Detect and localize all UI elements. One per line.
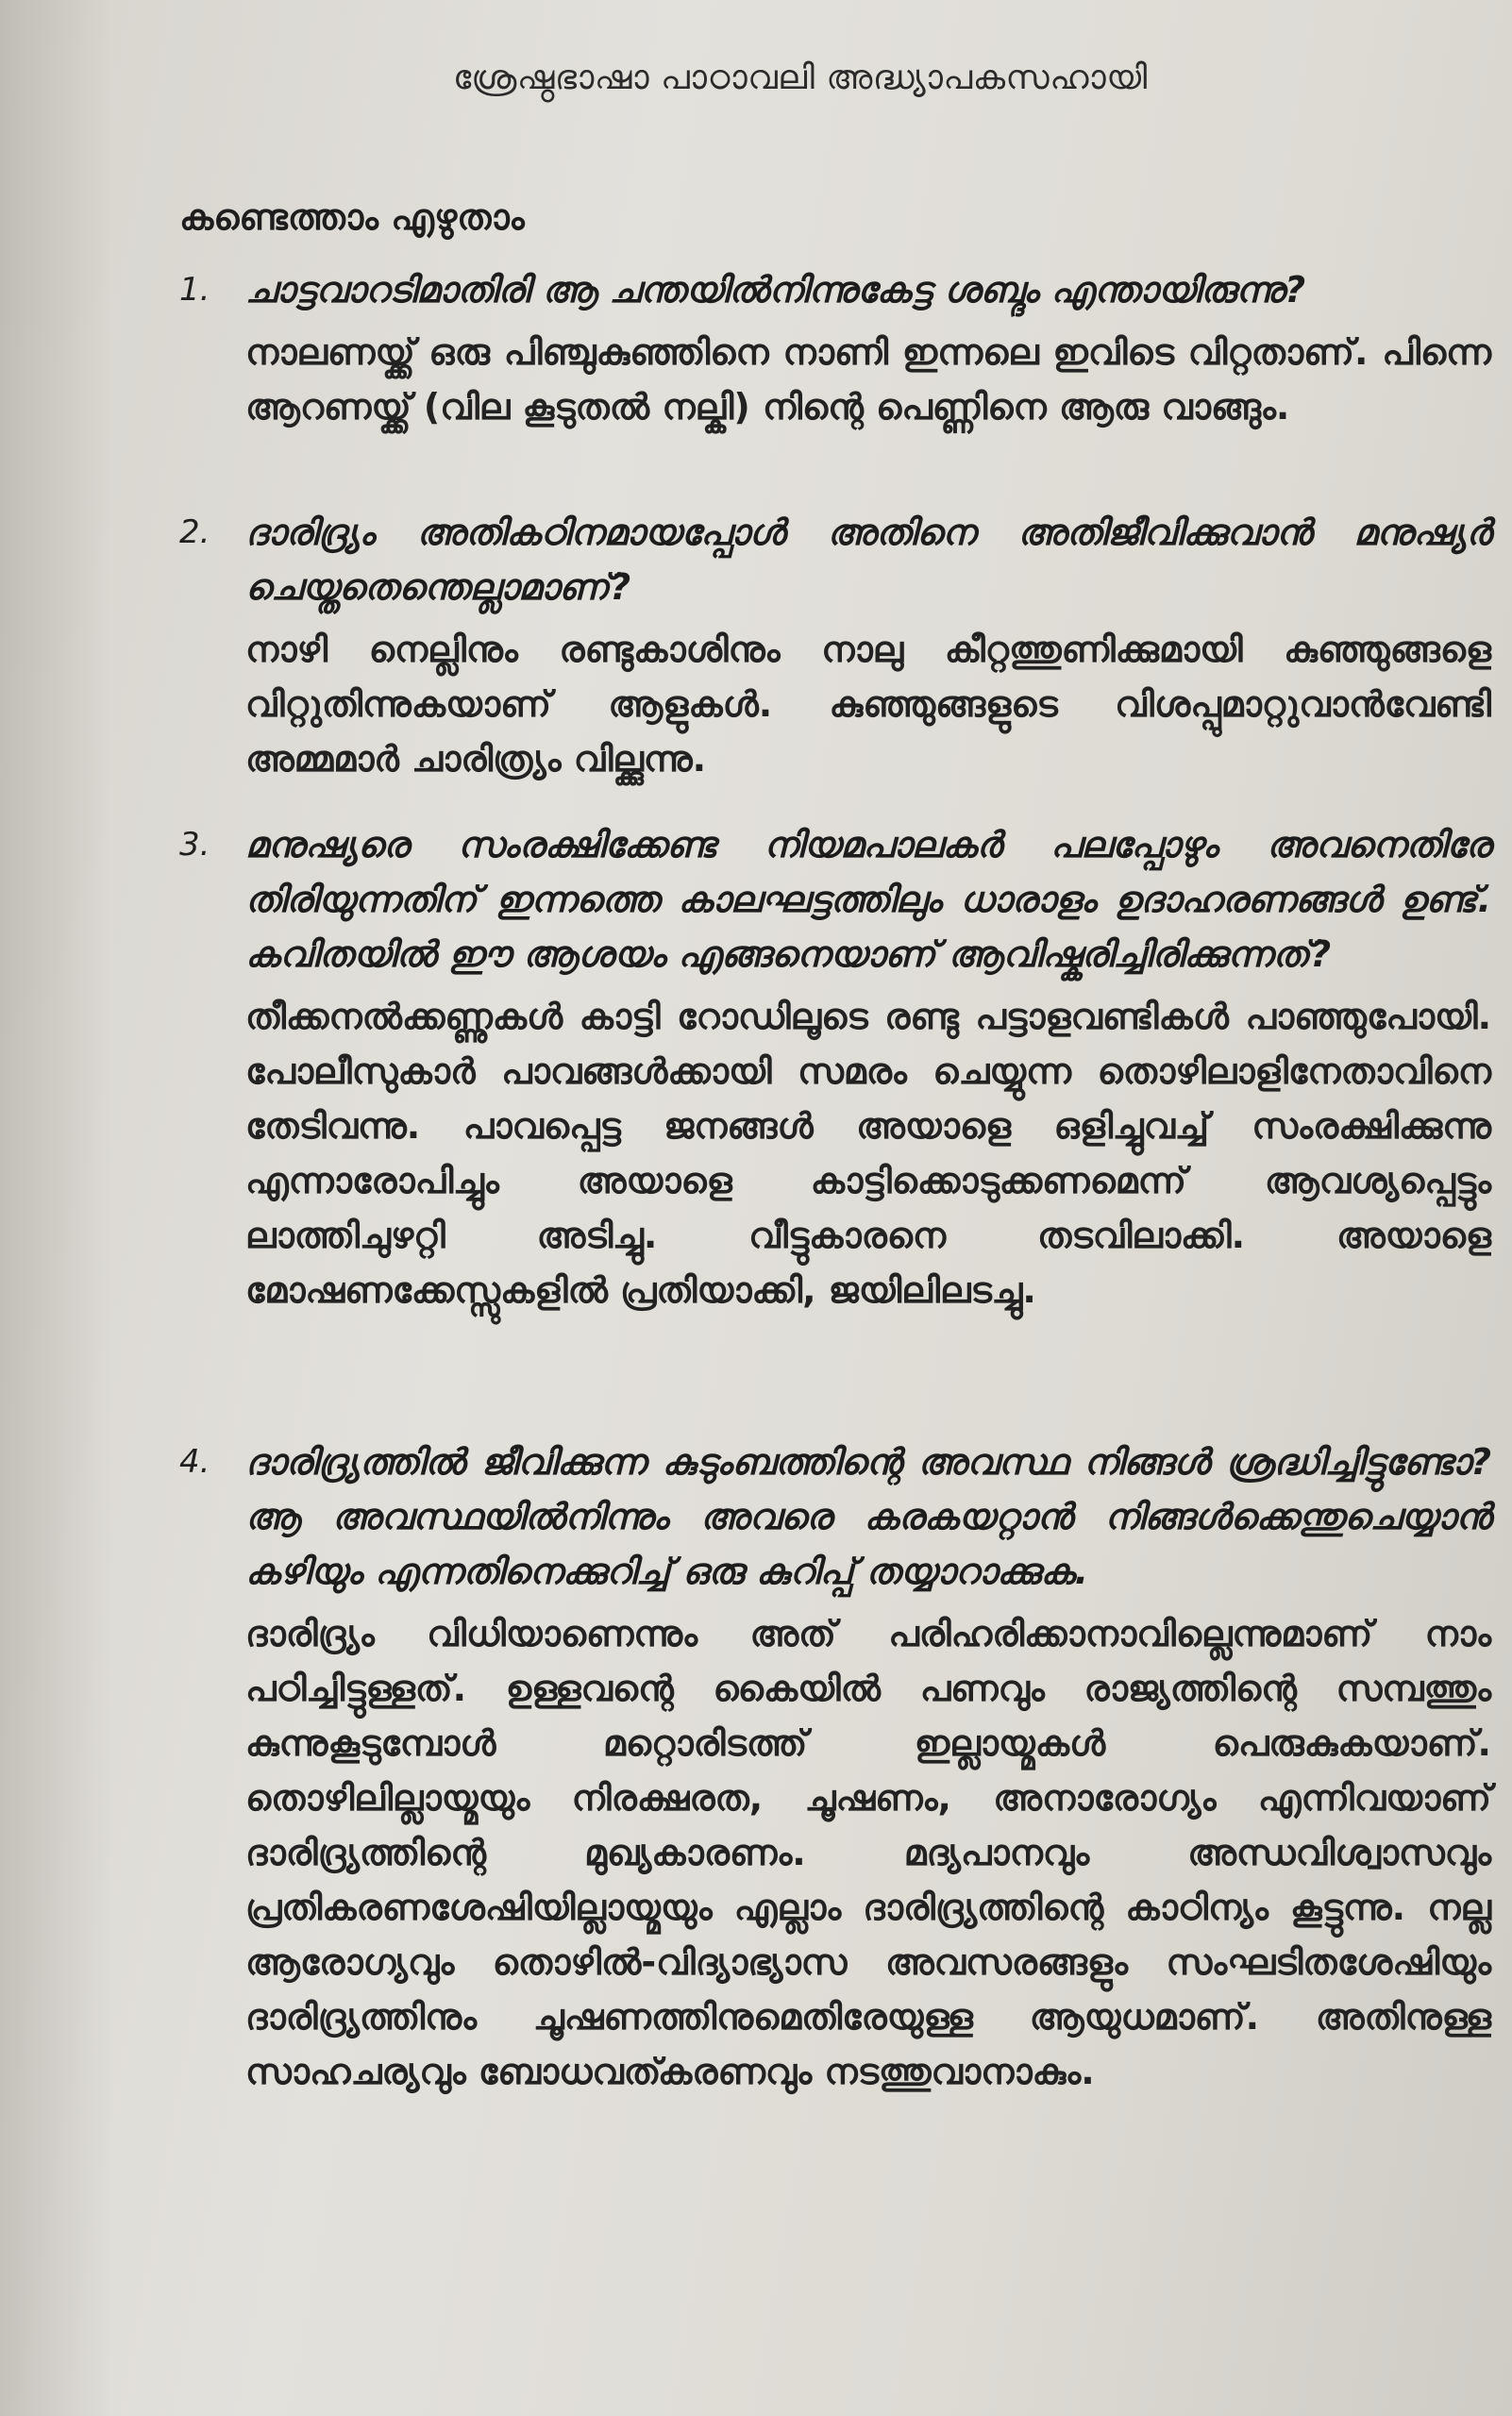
question-row [179, 817, 1491, 982]
question-item-2 [179, 505, 1491, 786]
question-item-3 [179, 817, 1491, 1317]
question-item-1 [179, 262, 1491, 434]
question-text: ദാരിദ്ര്യം അതികഠിനമായപ്പോൾ അതിനെ അതിജീവിക്കുവാൻ മനുഷ്യർ ചെയ്തതെന്തെല്ലാമാണ്? [245, 512, 1491, 608]
question-row [179, 1434, 1491, 1599]
page-gutter-shadow [0, 0, 113, 2416]
question-number: 3. [179, 826, 210, 864]
question-row [179, 505, 1491, 614]
section-heading: കണ്ടെത്താം എഴുതാം [179, 196, 525, 238]
question-number: 2. [179, 513, 210, 551]
question-number: 1. [179, 271, 210, 309]
answer-text: തീക്കനൽക്കണ്ണുകൾ കാട്ടി റോഡിലൂടെ രണ്ടു പട്ടാളവണ്ടികൾ പാഞ്ഞുപോയി. പോലീസുകാർ പാവങ്ങൾക്കായി സമരം ചെയ്യുന്ന തൊഴിലാളിനേതാവിനെ തേടിവന്നു. പാവപ്പെട്ട ജനങ്ങൾ അയാളെ ഒളിച്ചുവച്ച് സംരക്ഷിക്കുന്നു എന്നാരോപിച്ചും അയാളെ കാട്ടിക്കൊടുക്കണമെന്ന് ആവശ്യപ്പെട്ടും ലാത്തിചുഴറ്റി അടിച്ചു. വീട്ടുകാരനെ തടവിലാക്കി. അയാളെ മോഷണക്കേസ്സുകളിൽ പ്രതിയാക്കി, ജയിലിലടച്ചു. [245, 996, 1491, 1311]
question-text: മനുഷ്യരെ സംരക്ഷിക്കേണ്ട നിയമപാലകർ പലപ്പോഴും അവനെതിരേ തിരിയുന്നതിന് ഇന്നത്തെ കാലഘട്ടത്തിലും ധാരാളം ഉദാഹരണങ്ങൾ ഉണ്ട്. കവിതയിൽ ഈ ആശയം എങ്ങനെയാണ് ആവിഷ്കരിച്ചിരിക്കുന്നത്? [245, 824, 1491, 975]
question-number: 4. [179, 1443, 210, 1481]
question-text: ദാരിദ്ര്യത്തിൽ ജീവിക്കുന്ന കുടുംബത്തിന്റെ അവസ്ഥ നിങ്ങൾ ശ്രദ്ധിച്ചിട്ടുണ്ടോ? ആ അവസ്ഥയിൽനിന്നും അവരെ കരകയറ്റാൻ നിങ്ങൾക്കെന്തുചെയ്യാൻ കഴിയും എന്നതിനെക്കുറിച്ച് ഒരു കുറിപ്പ് തയ്യാറാക്കുക. [245, 1441, 1491, 1592]
question-item-4 [179, 1434, 1491, 2099]
answer-text: ദാരിദ്ര്യം വിധിയാണെന്നും അത് പരിഹരിക്കാനാവില്ലെന്നുമാണ് നാം പഠിച്ചിട്ടുള്ളത്. ഉള്ളവന്റെ കൈയിൽ പണവും രാജ്യത്തിന്റെ സമ്പത്തും കുന്നുകൂടുമ്പോൾ മറ്റൊരിടത്ത് ഇല്ലായ്മകൾ പെരുകുകയാണ്. തൊഴിലില്ലായ്മയും നിരക്ഷരത, ചൂഷണം, അനാരോഗ്യം എന്നിവയാണ് ദാരിദ്ര്യത്തിന്റെ മുഖ്യകാരണം. മദ്യപാനവും അന്ധവിശ്വാസവും പ്രതികരണശേഷിയില്ലായ്മയും എല്ലാം ദാരിദ്ര്യത്തിന്റെ കാഠിന്യം കൂട്ടുന്നു. നല്ല ആരോഗ്യവും തൊഴിൽ-വിദ്യാഭ്യാസ അവസരങ്ങളും സംഘടിതശേഷിയും ദാരിദ്ര്യത്തിനും ചൂഷണത്തിനുമെതിരേയുള്ള ആയുധമാണ്. അതിനുള്ള സാഹചര്യവും ബോധവത്കരണവും നടത്തുവാനാകും. [245, 1613, 1491, 2092]
answer-text: നാഴി നെല്ലിനും രണ്ടുകാശിനും നാലു കീറ്റത്തുണിക്കുമായി കുഞ്ഞുങ്ങളെ വിറ്റുതിന്നുകയാണ് ആളുകൾ. കുഞ്ഞുങ്ങളുടെ വിശപ്പുമാറ്റുവാൻവേണ്ടി അമ്മമാർ ചാരിത്ര്യം വില്ക്കുന്നു. [245, 629, 1491, 780]
question-text: ചാട്ടവാറടിമാതിരി ആ ചന്തയിൽനിന്നുകേട്ട ശബ്ദം എന്തായിരുന്നു? [245, 269, 1306, 310]
question-row [179, 262, 1491, 317]
running-head: ശ്രേഷ്ഠഭാഷാ പാഠാവലി അദ്ധ്യാപകസഹായി [453, 59, 1148, 97]
answer-text: നാലണയ്ക്ക് ഒരു പിഞ്ചുകുഞ്ഞിനെ നാണി ഇന്നലെ ഇവിടെ വിറ്റതാണ്. പിന്നെ ആറണയ്ക്ക് (വില കൂടുതൽ നല്കി) നിന്റെ പെണ്ണിനെ ആരു വാങ്ങും. [245, 331, 1491, 428]
